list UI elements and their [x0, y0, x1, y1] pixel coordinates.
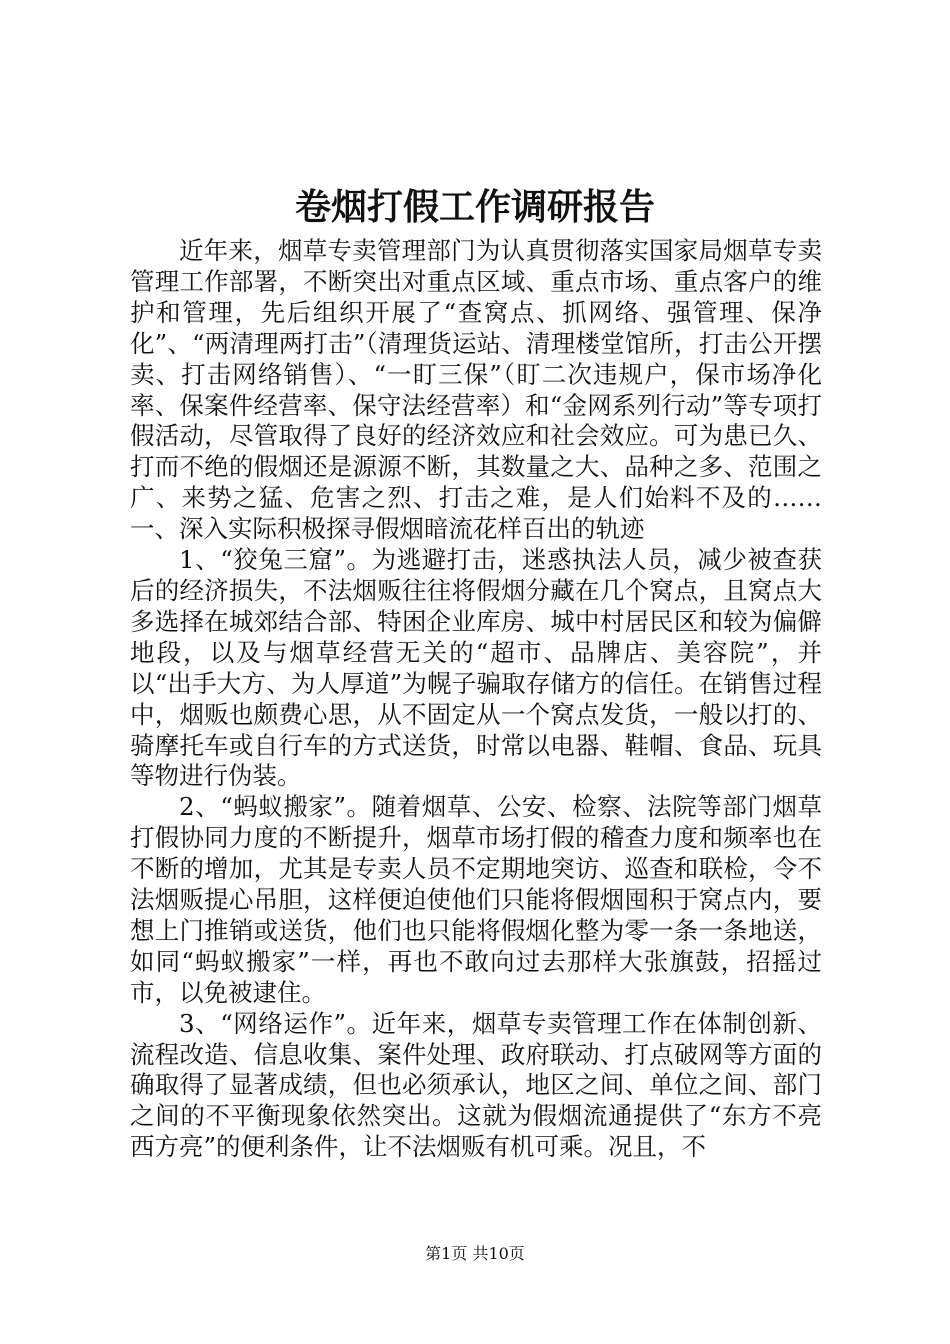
- document-title: 卷烟打假工作调研报告: [294, 186, 655, 228]
- paragraph-point-3: 3、“网络运作”。近年来，烟草专卖管理工作在体制创新、流程改造、信息收集、案件处理、政府联动、打点破网等方面的确取得了显著成绩，但也必须承认，地区之间、单位之间、部门之间的不平衡现象依然突出。这就为假烟流通提供了“东方不亮西方亮”的便利条件，让不法烟贩有机可乘。况且，不: [130, 1008, 822, 1162]
- page-footer: 第1页 共10页: [425, 1244, 525, 1263]
- paragraph-intro: 近年来，烟草专卖管理部门为认真贯彻落实国家局烟草专卖管理工作部署，不断突出对重点区域、重点市场、重点客户的维护和管理，先后组织开展了“查窝点、抓网络、强管理、保净化”、“两清理两打击”（清理货运站、清理楼堂馆所，打击公开摆卖、打击网络销售）、“一盯三保”（盯二次违规户，保市场净化率、保案件经营率、保守法经营率）和“金网系列行动”等专项打假活动，尽管取得了良好的经济效应和社会效应。可为患已久、打而不绝的假烟还是源源不断，其数量之大、品种之多、范围之广、来势之猛、危害之烈、打击之难，是人们始料不及的……一、深入实际积极探寻假烟暗流花样百出的轨迹: [130, 236, 822, 544]
- paragraph-point-2: 2、“蚂蚁搬家”。随着烟草、公安、检察、法院等部门烟草打假协同力度的不断提升，烟草市场打假的稽查力度和频率也在不断的增加，尤其是专卖人员不定期地突访、巡查和联检，令不法烟贩提心吊胆，这样便迫使他们只能将假烟囤积于窝点内，要想上门推销或送货，他们也只能将假烟化整为零一条一条地送，如同“蚂蚁搬家”一样，再也不敢向过去那样大张旗鼓，招摇过市，以免被逮住。: [130, 792, 822, 1007]
- paragraph-point-1: 1、“狡兔三窟”。为逃避打击，迷惑执法人员，减少被查获后的经济损失，不法烟贩往往将假烟分藏在几个窝点，且窝点大多选择在城郊结合部、特困企业库房、城中村居民区和较为偏僻地段，以及与烟草经营无关的“超市、品牌店、美容院”，并以“出手大方、为人厚道”为幌子骗取存储方的信任。在销售过程中，烟贩也颇费心思，从不固定从一个窝点发货，一般以打的、骑摩托车或自行车的方式送货，时常以电器、鞋帽、食品、玩具等物进行伪装。: [130, 545, 822, 791]
- document-body: [130, 236, 822, 1163]
